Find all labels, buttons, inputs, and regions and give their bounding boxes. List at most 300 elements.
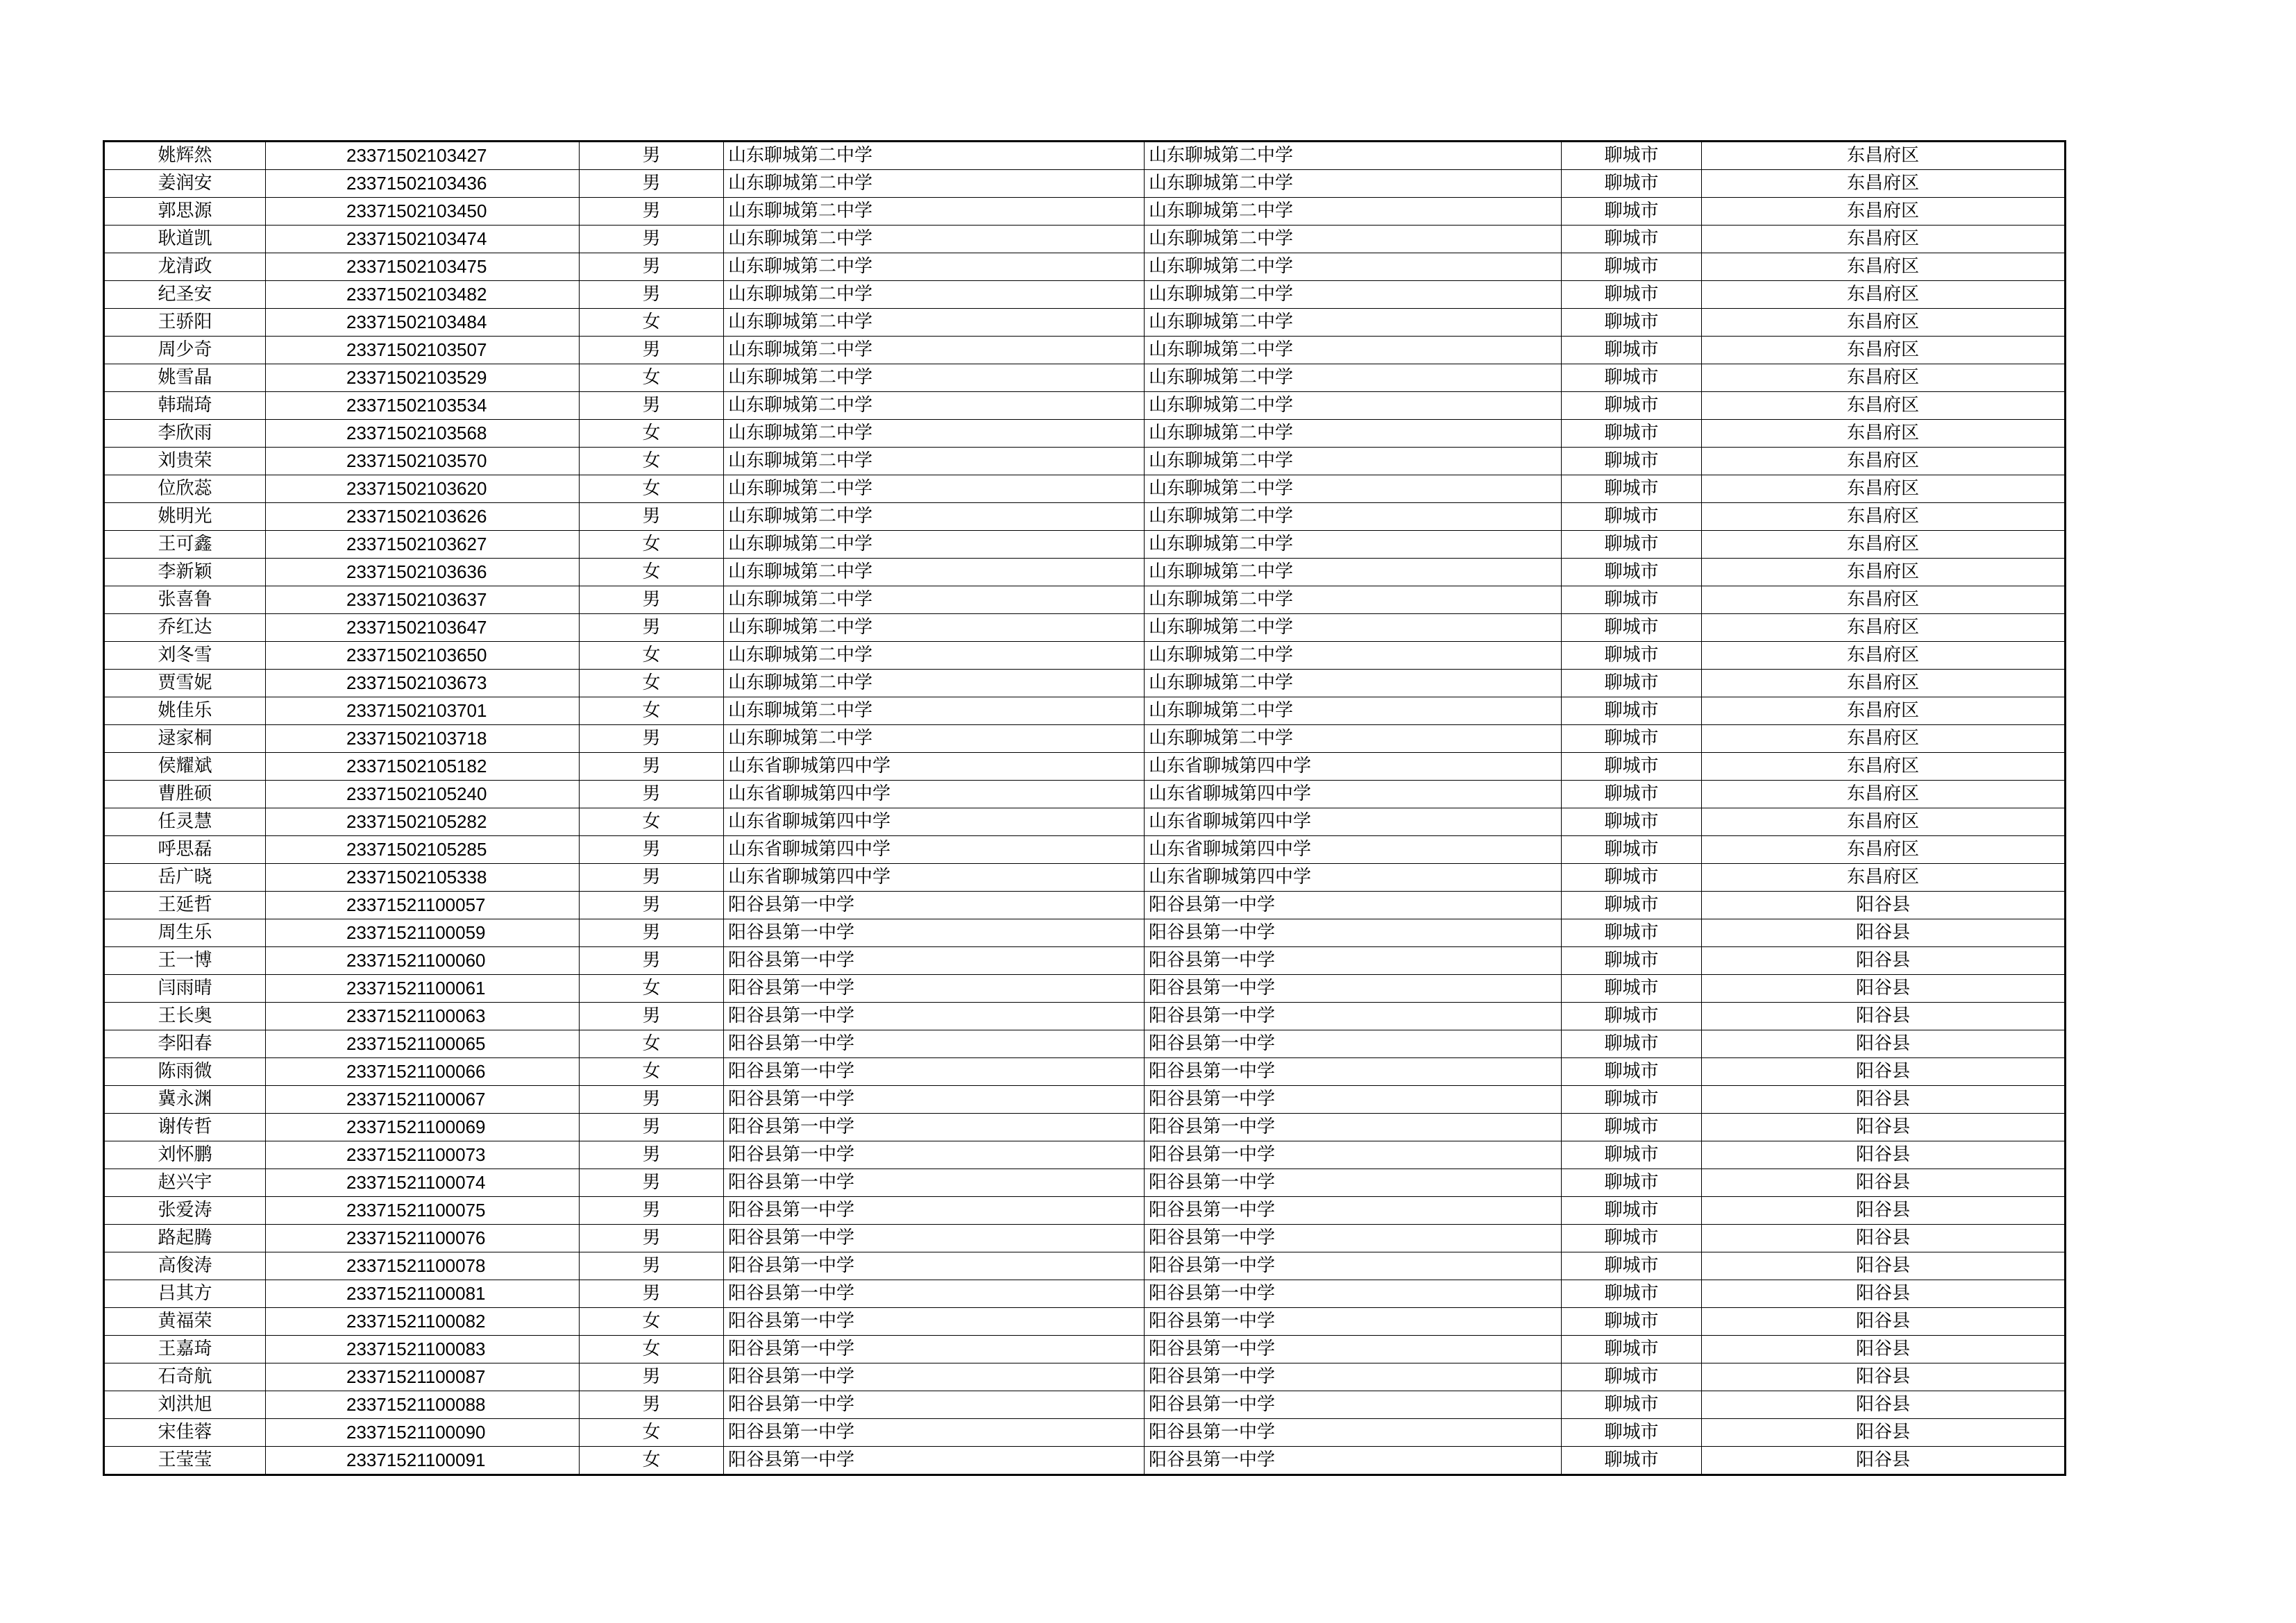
student-name-cell: 贾雪妮 <box>104 670 266 697</box>
district-cell: 东昌府区 <box>1702 475 2066 503</box>
city-cell: 聊城市 <box>1562 392 1702 420</box>
district-cell: 阳谷县 <box>1702 1225 2066 1252</box>
gender-cell: 男 <box>580 1141 724 1169</box>
gender-cell: 男 <box>580 1003 724 1030</box>
student-name-cell: 逯家桐 <box>104 725 266 753</box>
district-cell: 阳谷县 <box>1702 1003 2066 1030</box>
registered-school-cell: 山东省聊城第四中学 <box>1145 753 1562 781</box>
city-cell: 聊城市 <box>1562 337 1702 364</box>
school-cell: 山东省聊城第四中学 <box>724 864 1145 892</box>
city-cell: 聊城市 <box>1562 836 1702 864</box>
registered-school-cell: 山东聊城第二中学 <box>1145 697 1562 725</box>
exam-number-cell: 23371502105285 <box>266 836 580 864</box>
registered-school-cell: 阳谷县第一中学 <box>1145 1225 1562 1252</box>
table-row <box>104 392 2066 420</box>
table-row <box>104 642 2066 670</box>
registered-school-cell: 山东聊城第二中学 <box>1145 586 1562 614</box>
district-cell: 东昌府区 <box>1702 198 2066 226</box>
gender-cell: 男 <box>580 1363 724 1391</box>
city-cell: 聊城市 <box>1562 892 1702 919</box>
table-row <box>104 1197 2066 1225</box>
student-name-cell: 岳广晓 <box>104 864 266 892</box>
school-cell: 山东省聊城第四中学 <box>724 836 1145 864</box>
student-name-cell: 宋佳蓉 <box>104 1419 266 1447</box>
student-name-cell: 耿道凯 <box>104 226 266 253</box>
exam-number-cell: 23371502103427 <box>266 142 580 170</box>
student-name-cell: 张喜鲁 <box>104 586 266 614</box>
table-row <box>104 198 2066 226</box>
district-cell: 阳谷县 <box>1702 1280 2066 1308</box>
exam-number-cell: 23371502103534 <box>266 392 580 420</box>
exam-number-cell: 23371502103507 <box>266 337 580 364</box>
gender-cell: 女 <box>580 697 724 725</box>
gender-cell: 男 <box>580 586 724 614</box>
student-name-cell: 周少奇 <box>104 337 266 364</box>
gender-cell: 男 <box>580 1086 724 1114</box>
exam-number-cell: 23371502103570 <box>266 448 580 475</box>
city-cell: 聊城市 <box>1562 309 1702 337</box>
registered-school-cell: 山东聊城第二中学 <box>1145 142 1562 170</box>
city-cell: 聊城市 <box>1562 1058 1702 1086</box>
registered-school-cell: 阳谷县第一中学 <box>1145 975 1562 1003</box>
school-cell: 山东聊城第二中学 <box>724 559 1145 586</box>
registered-school-cell: 山东省聊城第四中学 <box>1145 836 1562 864</box>
student-name-cell: 李新颖 <box>104 559 266 586</box>
registered-school-cell: 山东聊城第二中学 <box>1145 475 1562 503</box>
student-name-cell: 王长奥 <box>104 1003 266 1030</box>
registered-school-cell: 山东聊城第二中学 <box>1145 253 1562 281</box>
table-row <box>104 170 2066 198</box>
student-name-cell: 王可鑫 <box>104 531 266 559</box>
table-row <box>104 1225 2066 1252</box>
student-name-cell: 闫雨晴 <box>104 975 266 1003</box>
table-row <box>104 864 2066 892</box>
school-cell: 山东省聊城第四中学 <box>724 808 1145 836</box>
exam-number-cell: 23371502105282 <box>266 808 580 836</box>
district-cell: 东昌府区 <box>1702 697 2066 725</box>
exam-number-cell: 23371502105338 <box>266 864 580 892</box>
registered-school-cell: 山东省聊城第四中学 <box>1145 781 1562 808</box>
table-row <box>104 1114 2066 1141</box>
student-name-cell: 王骄阳 <box>104 309 266 337</box>
exam-number-cell: 23371502103482 <box>266 281 580 309</box>
table-row <box>104 1363 2066 1391</box>
student-name-cell: 刘贵荣 <box>104 448 266 475</box>
exam-number-cell: 23371521100061 <box>266 975 580 1003</box>
city-cell: 聊城市 <box>1562 1336 1702 1363</box>
gender-cell: 女 <box>580 1447 724 1475</box>
city-cell: 聊城市 <box>1562 1114 1702 1141</box>
gender-cell: 女 <box>580 448 724 475</box>
school-cell: 山东聊城第二中学 <box>724 364 1145 392</box>
school-cell: 山东聊城第二中学 <box>724 420 1145 448</box>
exam-number-cell: 23371521100082 <box>266 1308 580 1336</box>
table-row <box>104 1141 2066 1169</box>
city-cell: 聊城市 <box>1562 864 1702 892</box>
gender-cell: 男 <box>580 1280 724 1308</box>
registered-school-cell: 阳谷县第一中学 <box>1145 1169 1562 1197</box>
school-cell: 阳谷县第一中学 <box>724 1363 1145 1391</box>
exam-number-cell: 23371521100067 <box>266 1086 580 1114</box>
gender-cell: 男 <box>580 1114 724 1141</box>
gender-cell: 女 <box>580 475 724 503</box>
city-cell: 聊城市 <box>1562 531 1702 559</box>
registered-school-cell: 阳谷县第一中学 <box>1145 1252 1562 1280</box>
district-cell: 阳谷县 <box>1702 1252 2066 1280</box>
gender-cell: 女 <box>580 420 724 448</box>
city-cell: 聊城市 <box>1562 253 1702 281</box>
table-row <box>104 836 2066 864</box>
district-cell: 东昌府区 <box>1702 337 2066 364</box>
city-cell: 聊城市 <box>1562 781 1702 808</box>
school-cell: 阳谷县第一中学 <box>724 1141 1145 1169</box>
gender-cell: 男 <box>580 864 724 892</box>
student-name-cell: 郭思源 <box>104 198 266 226</box>
exam-number-cell: 23371502103568 <box>266 420 580 448</box>
gender-cell: 男 <box>580 781 724 808</box>
city-cell: 聊城市 <box>1562 1391 1702 1419</box>
district-cell: 东昌府区 <box>1702 781 2066 808</box>
registered-school-cell: 山东聊城第二中学 <box>1145 170 1562 198</box>
registered-school-cell: 阳谷县第一中学 <box>1145 1419 1562 1447</box>
registered-school-cell: 阳谷县第一中学 <box>1145 1003 1562 1030</box>
exam-number-cell: 23371502103701 <box>266 697 580 725</box>
district-cell: 东昌府区 <box>1702 586 2066 614</box>
table-row <box>104 281 2066 309</box>
district-cell: 阳谷县 <box>1702 975 2066 1003</box>
city-cell: 聊城市 <box>1562 475 1702 503</box>
student-name-cell: 谢传哲 <box>104 1114 266 1141</box>
student-name-cell: 陈雨微 <box>104 1058 266 1086</box>
exam-number-cell: 23371502103484 <box>266 309 580 337</box>
exam-number-cell: 23371502103626 <box>266 503 580 531</box>
student-name-cell: 位欣蕊 <box>104 475 266 503</box>
registered-school-cell: 山东聊城第二中学 <box>1145 226 1562 253</box>
district-cell: 阳谷县 <box>1702 947 2066 975</box>
gender-cell: 女 <box>580 975 724 1003</box>
district-cell: 东昌府区 <box>1702 808 2066 836</box>
table-row <box>104 226 2066 253</box>
school-cell: 山东聊城第二中学 <box>724 503 1145 531</box>
school-cell: 山东聊城第二中学 <box>724 281 1145 309</box>
school-cell: 阳谷县第一中学 <box>724 1169 1145 1197</box>
exam-number-cell: 23371521100065 <box>266 1030 580 1058</box>
school-cell: 阳谷县第一中学 <box>724 1030 1145 1058</box>
exam-number-cell: 23371502103620 <box>266 475 580 503</box>
registered-school-cell: 阳谷县第一中学 <box>1145 1336 1562 1363</box>
school-cell: 阳谷县第一中学 <box>724 975 1145 1003</box>
district-cell: 东昌府区 <box>1702 670 2066 697</box>
school-cell: 山东聊城第二中学 <box>724 226 1145 253</box>
city-cell: 聊城市 <box>1562 1280 1702 1308</box>
gender-cell: 男 <box>580 1197 724 1225</box>
student-name-cell: 刘怀鹏 <box>104 1141 266 1169</box>
city-cell: 聊城市 <box>1562 586 1702 614</box>
exam-number-cell: 23371502103529 <box>266 364 580 392</box>
city-cell: 聊城市 <box>1562 1447 1702 1475</box>
registered-school-cell: 阳谷县第一中学 <box>1145 1363 1562 1391</box>
student-name-cell: 刘冬雪 <box>104 642 266 670</box>
registered-school-cell: 山东聊城第二中学 <box>1145 614 1562 642</box>
school-cell: 山东聊城第二中学 <box>724 170 1145 198</box>
table-row <box>104 892 2066 919</box>
registered-school-cell: 阳谷县第一中学 <box>1145 1447 1562 1475</box>
registered-school-cell: 阳谷县第一中学 <box>1145 1030 1562 1058</box>
table-row <box>104 1391 2066 1419</box>
exam-number-cell: 23371502103436 <box>266 170 580 198</box>
exam-number-cell: 23371521100057 <box>266 892 580 919</box>
district-cell: 阳谷县 <box>1702 1169 2066 1197</box>
city-cell: 聊城市 <box>1562 1225 1702 1252</box>
registered-school-cell: 阳谷县第一中学 <box>1145 919 1562 947</box>
city-cell: 聊城市 <box>1562 1003 1702 1030</box>
registered-school-cell: 山东聊城第二中学 <box>1145 364 1562 392</box>
gender-cell: 男 <box>580 198 724 226</box>
school-cell: 山东省聊城第四中学 <box>724 753 1145 781</box>
student-name-cell: 乔红达 <box>104 614 266 642</box>
registered-school-cell: 山东聊城第二中学 <box>1145 281 1562 309</box>
district-cell: 东昌府区 <box>1702 614 2066 642</box>
district-cell: 东昌府区 <box>1702 309 2066 337</box>
exam-number-cell: 23371521100088 <box>266 1391 580 1419</box>
city-cell: 聊城市 <box>1562 1086 1702 1114</box>
student-name-cell: 石奇航 <box>104 1363 266 1391</box>
table-row <box>104 808 2066 836</box>
city-cell: 聊城市 <box>1562 1363 1702 1391</box>
gender-cell: 女 <box>580 1336 724 1363</box>
district-cell: 阳谷县 <box>1702 1114 2066 1141</box>
gender-cell: 女 <box>580 309 724 337</box>
student-name-cell: 王一博 <box>104 947 266 975</box>
table-row <box>104 725 2066 753</box>
city-cell: 聊城市 <box>1562 725 1702 753</box>
city-cell: 聊城市 <box>1562 975 1702 1003</box>
gender-cell: 女 <box>580 559 724 586</box>
school-cell: 山东聊城第二中学 <box>724 614 1145 642</box>
district-cell: 东昌府区 <box>1702 226 2066 253</box>
gender-cell: 男 <box>580 503 724 531</box>
school-cell: 阳谷县第一中学 <box>724 1308 1145 1336</box>
district-cell: 东昌府区 <box>1702 642 2066 670</box>
table-row <box>104 697 2066 725</box>
school-cell: 山东聊城第二中学 <box>724 642 1145 670</box>
school-cell: 山东聊城第二中学 <box>724 309 1145 337</box>
table-row <box>104 781 2066 808</box>
district-cell: 东昌府区 <box>1702 170 2066 198</box>
exam-number-cell: 23371502103650 <box>266 642 580 670</box>
table-row <box>104 586 2066 614</box>
exam-number-cell: 23371521100076 <box>266 1225 580 1252</box>
registered-school-cell: 山东聊城第二中学 <box>1145 531 1562 559</box>
district-cell: 东昌府区 <box>1702 253 2066 281</box>
city-cell: 聊城市 <box>1562 642 1702 670</box>
table-row <box>104 670 2066 697</box>
table-row <box>104 475 2066 503</box>
registered-school-cell: 山东省聊城第四中学 <box>1145 864 1562 892</box>
city-cell: 聊城市 <box>1562 170 1702 198</box>
city-cell: 聊城市 <box>1562 198 1702 226</box>
registered-school-cell: 山东聊城第二中学 <box>1145 503 1562 531</box>
city-cell: 聊城市 <box>1562 1419 1702 1447</box>
city-cell: 聊城市 <box>1562 670 1702 697</box>
student-name-cell: 冀永渊 <box>104 1086 266 1114</box>
district-cell: 东昌府区 <box>1702 864 2066 892</box>
district-cell: 东昌府区 <box>1702 503 2066 531</box>
registered-school-cell: 阳谷县第一中学 <box>1145 1086 1562 1114</box>
table-row <box>104 1308 2066 1336</box>
student-roster-table <box>103 140 2066 1476</box>
exam-number-cell: 23371502103636 <box>266 559 580 586</box>
registered-school-cell: 山东聊城第二中学 <box>1145 198 1562 226</box>
school-cell: 山东聊城第二中学 <box>724 198 1145 226</box>
exam-number-cell: 23371521100069 <box>266 1114 580 1141</box>
registered-school-cell: 阳谷县第一中学 <box>1145 1141 1562 1169</box>
table-row <box>104 1058 2066 1086</box>
exam-number-cell: 23371502103475 <box>266 253 580 281</box>
city-cell: 聊城市 <box>1562 1141 1702 1169</box>
district-cell: 东昌府区 <box>1702 836 2066 864</box>
school-cell: 山东聊城第二中学 <box>724 670 1145 697</box>
table-row <box>104 309 2066 337</box>
city-cell: 聊城市 <box>1562 697 1702 725</box>
gender-cell: 男 <box>580 253 724 281</box>
student-name-cell: 李阳春 <box>104 1030 266 1058</box>
city-cell: 聊城市 <box>1562 614 1702 642</box>
city-cell: 聊城市 <box>1562 448 1702 475</box>
student-name-cell: 韩瑞琦 <box>104 392 266 420</box>
city-cell: 聊城市 <box>1562 919 1702 947</box>
exam-number-cell: 23371521100090 <box>266 1419 580 1447</box>
registered-school-cell: 山东聊城第二中学 <box>1145 559 1562 586</box>
exam-number-cell: 23371502103474 <box>266 226 580 253</box>
table-row <box>104 1003 2066 1030</box>
table-row <box>104 1030 2066 1058</box>
district-cell: 东昌府区 <box>1702 364 2066 392</box>
table-row <box>104 1169 2066 1197</box>
table-row <box>104 337 2066 364</box>
gender-cell: 男 <box>580 281 724 309</box>
school-cell: 阳谷县第一中学 <box>724 1252 1145 1280</box>
school-cell: 山东聊城第二中学 <box>724 531 1145 559</box>
student-name-cell: 任灵慧 <box>104 808 266 836</box>
gender-cell: 女 <box>580 642 724 670</box>
table-row <box>104 1280 2066 1308</box>
exam-number-cell: 23371521100063 <box>266 1003 580 1030</box>
table-row <box>104 531 2066 559</box>
gender-cell: 男 <box>580 1391 724 1419</box>
table-row <box>104 1252 2066 1280</box>
district-cell: 阳谷县 <box>1702 1447 2066 1475</box>
gender-cell: 男 <box>580 170 724 198</box>
exam-number-cell: 23371521100087 <box>266 1363 580 1391</box>
registered-school-cell: 山东省聊城第四中学 <box>1145 808 1562 836</box>
district-cell: 阳谷县 <box>1702 1363 2066 1391</box>
school-cell: 阳谷县第一中学 <box>724 1197 1145 1225</box>
table-row <box>104 142 2066 170</box>
gender-cell: 女 <box>580 1030 724 1058</box>
gender-cell: 男 <box>580 725 724 753</box>
student-name-cell: 赵兴宇 <box>104 1169 266 1197</box>
exam-number-cell: 23371521100083 <box>266 1336 580 1363</box>
student-name-cell: 侯耀斌 <box>104 753 266 781</box>
table-row <box>104 420 2066 448</box>
school-cell: 阳谷县第一中学 <box>724 947 1145 975</box>
gender-cell: 男 <box>580 892 724 919</box>
gender-cell: 男 <box>580 614 724 642</box>
registered-school-cell: 阳谷县第一中学 <box>1145 1308 1562 1336</box>
gender-cell: 男 <box>580 142 724 170</box>
student-name-cell: 姚佳乐 <box>104 697 266 725</box>
school-cell: 山东聊城第二中学 <box>724 142 1145 170</box>
student-name-cell: 龙清政 <box>104 253 266 281</box>
city-cell: 聊城市 <box>1562 226 1702 253</box>
school-cell: 阳谷县第一中学 <box>724 1225 1145 1252</box>
registered-school-cell: 山东聊城第二中学 <box>1145 337 1562 364</box>
school-cell: 阳谷县第一中学 <box>724 1419 1145 1447</box>
table-row <box>104 1336 2066 1363</box>
gender-cell: 男 <box>580 226 724 253</box>
gender-cell: 男 <box>580 392 724 420</box>
district-cell: 阳谷县 <box>1702 919 2066 947</box>
school-cell: 阳谷县第一中学 <box>724 919 1145 947</box>
student-name-cell: 张爱涛 <box>104 1197 266 1225</box>
district-cell: 阳谷县 <box>1702 1086 2066 1114</box>
gender-cell: 女 <box>580 670 724 697</box>
school-cell: 山东聊城第二中学 <box>724 337 1145 364</box>
city-cell: 聊城市 <box>1562 559 1702 586</box>
district-cell: 阳谷县 <box>1702 1308 2066 1336</box>
registered-school-cell: 山东聊城第二中学 <box>1145 309 1562 337</box>
school-cell: 山东聊城第二中学 <box>724 448 1145 475</box>
district-cell: 东昌府区 <box>1702 281 2066 309</box>
gender-cell: 男 <box>580 1252 724 1280</box>
school-cell: 阳谷县第一中学 <box>724 1336 1145 1363</box>
student-name-cell: 王嘉琦 <box>104 1336 266 1363</box>
city-cell: 聊城市 <box>1562 142 1702 170</box>
exam-number-cell: 23371502103647 <box>266 614 580 642</box>
exam-number-cell: 23371502103718 <box>266 725 580 753</box>
district-cell: 东昌府区 <box>1702 725 2066 753</box>
exam-number-cell: 23371521100060 <box>266 947 580 975</box>
student-name-cell: 姚雪晶 <box>104 364 266 392</box>
exam-number-cell: 23371502103450 <box>266 198 580 226</box>
gender-cell: 男 <box>580 947 724 975</box>
table-row <box>104 975 2066 1003</box>
table-row <box>104 614 2066 642</box>
district-cell: 东昌府区 <box>1702 142 2066 170</box>
table-row <box>104 1086 2066 1114</box>
school-cell: 阳谷县第一中学 <box>724 1058 1145 1086</box>
city-cell: 聊城市 <box>1562 1197 1702 1225</box>
exam-number-cell: 23371502103637 <box>266 586 580 614</box>
school-cell: 阳谷县第一中学 <box>724 1003 1145 1030</box>
table-row <box>104 753 2066 781</box>
district-cell: 阳谷县 <box>1702 1197 2066 1225</box>
gender-cell: 女 <box>580 531 724 559</box>
student-name-cell: 呼思磊 <box>104 836 266 864</box>
school-cell: 山东聊城第二中学 <box>724 475 1145 503</box>
district-cell: 阳谷县 <box>1702 1141 2066 1169</box>
registered-school-cell: 山东聊城第二中学 <box>1145 392 1562 420</box>
district-cell: 阳谷县 <box>1702 1391 2066 1419</box>
exam-number-cell: 23371521100078 <box>266 1252 580 1280</box>
student-name-cell: 吕其方 <box>104 1280 266 1308</box>
table-row <box>104 448 2066 475</box>
school-cell: 山东省聊城第四中学 <box>724 781 1145 808</box>
student-name-cell: 路起腾 <box>104 1225 266 1252</box>
school-cell: 山东聊城第二中学 <box>724 253 1145 281</box>
gender-cell: 女 <box>580 808 724 836</box>
